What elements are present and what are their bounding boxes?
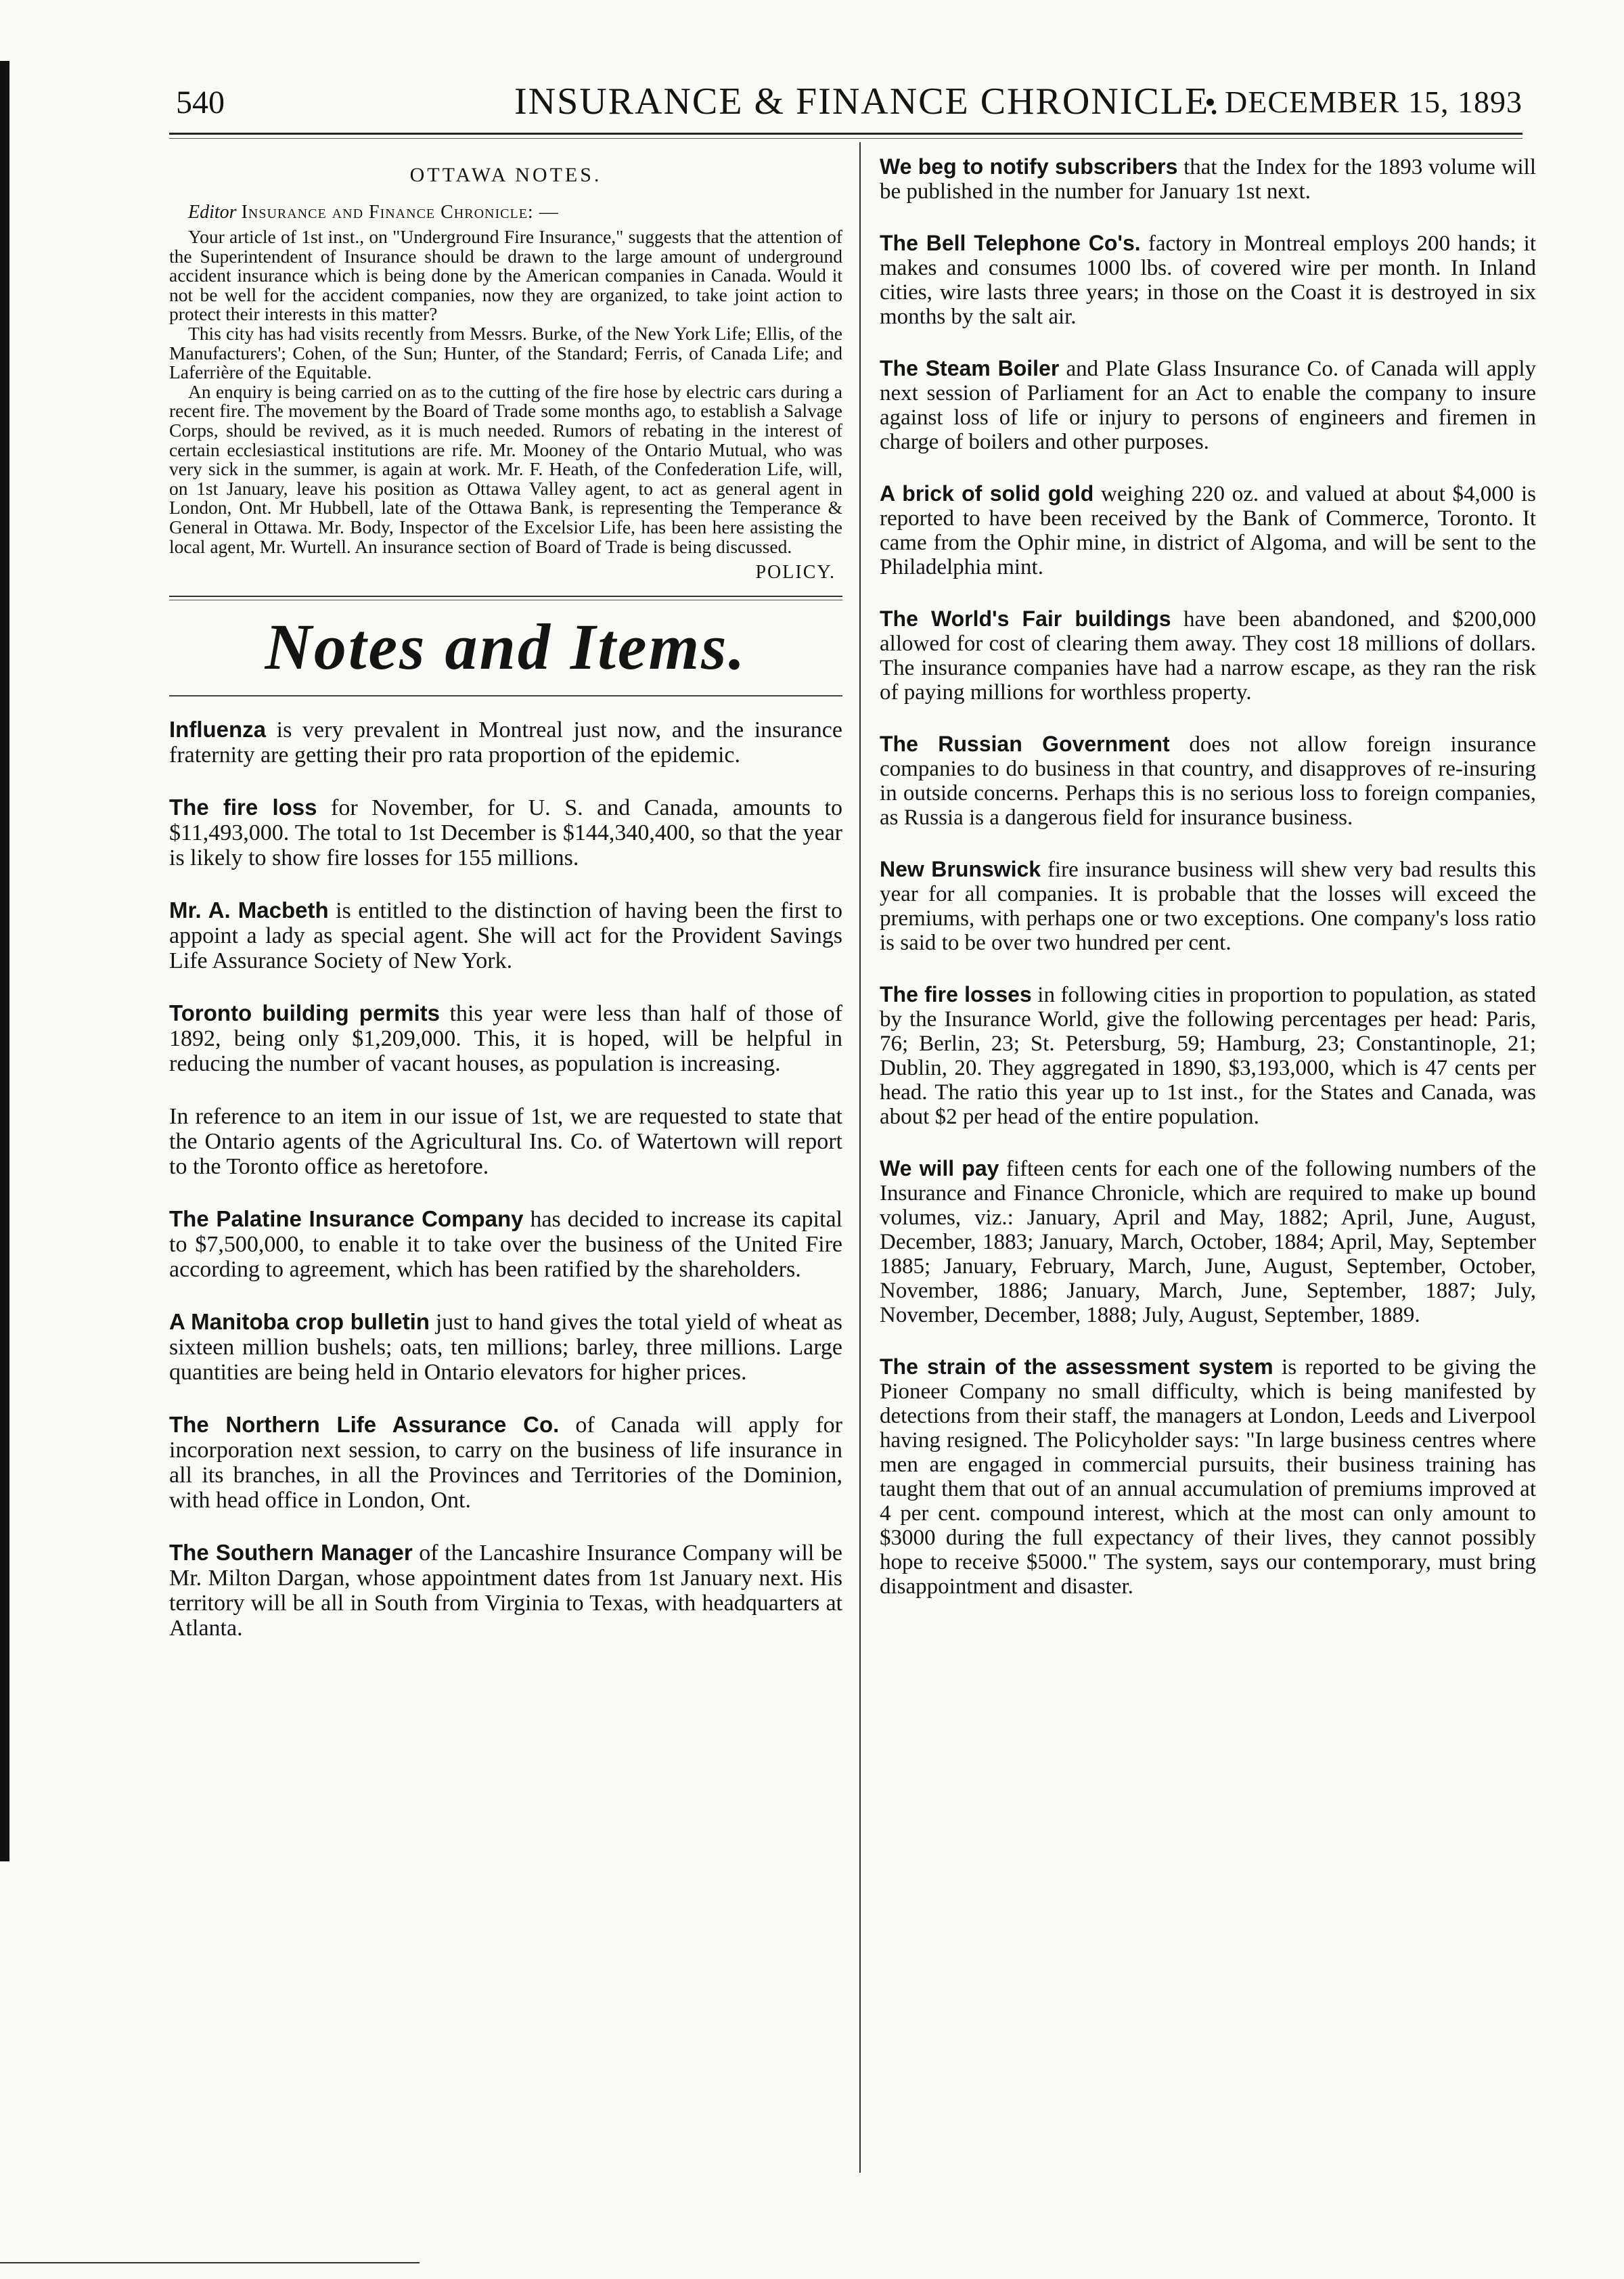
header-rule-thin <box>169 138 1522 139</box>
news-item <box>880 231 1536 329</box>
news-item-text: fire insurance business will shew very bad results this year for all companies. It is probable that the losses will exceed the premiums, with perhaps one or two exceptions. One company's loss ratio is said to be over two hundred per cent. <box>880 858 1537 955</box>
news-item-lead: Toronto building permits <box>169 1000 441 1026</box>
news-item-text: is entitled to the distinction of having been the first to appoint a lady as special agent. She will act for the Provident Savings Life Assurance Society of New York. <box>169 898 842 974</box>
news-item <box>169 1309 842 1385</box>
news-item-lead: A brick of solid gold <box>880 481 1094 506</box>
news-item-lead: The fire loss <box>169 795 317 820</box>
news-item-text: is very prevalent in Montreal just now, and the insurance fraternity are getting their pro rata proportion of the epidemic. <box>169 717 842 768</box>
news-item <box>880 1354 1536 1599</box>
ottawa-paragraph: This city has had visits recently from Messrs. Burke, of the New York Life; Ellis, of the Manufacturers'; Cohen, of the Sun; Hunter, of the Standard; Ferris, of Canada Life; and Laferrière of the Equitable. <box>169 322 842 383</box>
news-item-text: has decided to increase its capital to $7,500,000, to enable it to take over the business of the United Fire according to agreement, which has been ratified by the shareholders. <box>169 1207 842 1283</box>
news-item-lead: We will pay <box>880 1156 999 1180</box>
news-item-lead: Mr. A. Macbeth <box>169 898 329 923</box>
news-item-lead: A Manitoba crop bulletin <box>169 1309 430 1335</box>
news-item-text: weighing 220 oz. and valued at about $4,000 is reported to have been received by the Bank of Commerce, Toronto. It came from the Ophir mine, in district of Algoma, and will be sent to the Philadelphia mint. <box>880 482 1537 579</box>
news-item-text: this year were less than half of those of 1892, being only $1,209,000. This, it is hoped, will be helpful in reducing the number of vacant houses, as population is increasing. <box>169 1001 842 1077</box>
ottawa-notes-title: OTTAWA NOTES. <box>409 164 602 186</box>
news-item <box>169 1540 842 1641</box>
news-item-lead: Influenza <box>169 717 267 743</box>
running-title: INSURANCE & FINANCE CHRONICLE. <box>514 81 1221 123</box>
editor-salutation <box>188 202 842 223</box>
right-column <box>880 154 1536 1626</box>
ottawa-notes-body <box>169 227 842 556</box>
header-rule <box>169 133 1522 135</box>
news-item-lead: The World's Fair buildings <box>880 606 1171 631</box>
left-column <box>169 154 842 1668</box>
news-item <box>169 1103 842 1179</box>
news-item-text: factory in Montreal employs 200 hands; it makes and consumes 1000 lbs. of covered wire per month. In Inland cities, wire lasts three years; in those on the Coast it is destroyed in six months by the salt air. <box>880 231 1536 329</box>
news-item-lead: The Northern Life Assurance Co. <box>169 1412 560 1438</box>
news-item-lead: The Palatine Insurance Company <box>169 1206 524 1232</box>
news-item <box>880 356 1536 454</box>
news-item-text: of the Lancashire Insurance Company will be Mr. Milton Dargan, whose appointment dates from 1st January next. His territory will be all in South from Virginia to Texas, with headquarters at Atlanta. <box>169 1541 842 1641</box>
news-item-lead: We beg to notify subscribers <box>880 154 1178 179</box>
page-header <box>169 80 1522 127</box>
news-item <box>880 154 1536 204</box>
news-item <box>169 1000 842 1076</box>
news-item <box>880 1156 1536 1327</box>
news-item-lead: The Southern Manager <box>169 1540 413 1566</box>
ottawa-paragraph: Your article of 1st inst., on "Underground Fire Insurance," suggests that the attention of the Superintendent of Insurance should be drawn to the large amount of underground accident insurance which is being done by the American companies in Canada. Would it not be well for the accident companies, now they are organized, to take joint action to protect their interests in this matter? <box>169 226 842 325</box>
news-item <box>169 795 842 870</box>
news-item <box>169 898 842 973</box>
news-item-text: just to hand gives the total yield of wheat as sixteen million bushels; oats, ten millions; barley, three millions. Large quantities are being held in Ontario elevators for higher prices. <box>169 1310 842 1386</box>
news-item-lead: The Bell Telephone Co's. <box>880 231 1141 255</box>
news-item <box>880 606 1536 705</box>
editor-prefix: Editor <box>188 202 237 223</box>
issue-date: • DECEMBER 15, 1893 <box>1204 85 1522 119</box>
section-rule <box>169 596 842 597</box>
news-item <box>880 982 1536 1129</box>
title-rule <box>169 695 842 696</box>
news-item-lead: The strain of the assessment system <box>880 1354 1273 1379</box>
news-item-text: in following cities in proportion to population, as stated by the Insurance World, give the following percentages per head: Paris, 76; Berlin, 23; St. Petersburg, 59; Hamburg, 23; Constantinople, 21; Dublin, 20. They aggregated in 1890, $3,193,000, which is 47 cents per head. The ratio this year up to 1st inst., for the States and Canada, was about $2 per head of the entire population. <box>880 983 1537 1129</box>
news-item-lead: The Russian Government <box>880 732 1170 756</box>
left-items <box>169 717 842 1641</box>
ottawa-paragraph: An enquiry is being carried on as to the cutting of the fire hose by electric cars during a recent fire. The movement by the Board of Trade some months ago, to establish a Salvage Corps, should be revived, as it is much needed. Rumors of rebating in the interest of certain ecclesiastical institutions are rife. Mr. Mooney of the Ontario Mutual, who was very sick in the summer, is again at work. Mr. F. Heath, of the Confederation Life, will, on 1st January, leave his position as Ottawa Valley agent, to act as general agent in London, Ont. Mr Hubbell, late of the Ottawa Bank, is representing the Temperance & General in Ottawa. Mr. Body, Inspector of the Excelsior Life, has been here assisting the local agent, Mr. Wurtell. An insurance section of Board of Trade is being discussed. <box>169 380 842 557</box>
news-item <box>880 481 1536 579</box>
news-item-lead: New Brunswick <box>880 857 1041 881</box>
news-item-text: and Plate Glass Insurance Co. of Canada will apply next session of Parliament for an Act to enable the company to insure against loss of life or injury to persons of engineers and firemen in charge of boilers and other purposes. <box>880 357 1537 454</box>
news-item-text: does not allow foreign insurance companies to do business in that country, and disapproves of re-insuring in outside concerns. Perhaps this is no serious loss to foreign companies, as Russia is a dangerous field for insurance business. <box>880 732 1536 830</box>
news-item-text: that the Index for the 1893 volume will be published in the number for January 1st next. <box>880 155 1536 204</box>
news-item <box>880 857 1536 955</box>
section-title: Notes and Items. <box>265 611 747 684</box>
editor-target: Insurance and Finance Chronicle: — <box>241 202 559 223</box>
news-item-lead: The fire losses <box>880 982 1032 1006</box>
right-items <box>880 154 1536 1599</box>
news-item-text: have been abandoned, and $200,000 allowed for cost of clearing them away. They cost 18 millions of dollars. The insurance companies have had a narrow escape, as they ran the risk of paying millions for worthless property. <box>880 607 1536 705</box>
news-item-lead: The Steam Boiler <box>880 356 1060 380</box>
column-divider <box>859 142 861 2173</box>
binding-edge <box>0 61 9 1861</box>
news-item <box>169 1412 842 1513</box>
page-number: 540 <box>176 85 225 120</box>
news-item <box>880 732 1536 830</box>
news-item <box>169 1206 842 1282</box>
news-item-text: fifteen cents for each one of the following numbers of the Insurance and Finance Chronicle, which are required to make up bound volumes, viz.: January, April and May, 1882; April, June, August, December, 1883; January, March, October, 1884; April, May, September 1885; January, February, March, June, August, September, October, November, 1886; January, March, June, September, 1887; July, November, December, 1888; July, August, September, 1889. <box>880 1157 1536 1327</box>
news-item-text: for November, for U. S. and Canada, amounts to $11,493,000. The total to 1st December is $144,340,400, so that the year is likely to show fire losses for 155 millions. <box>169 795 842 871</box>
news-item-text: In reference to an item in our issue of 1st, we are requested to state that the Ontario agents of the Agricultural Ins. Co. of Watertown will report to the Toronto office as heretofore. <box>169 1104 842 1180</box>
signature: POLICY. <box>755 562 836 583</box>
news-item-text: is reported to be giving the Pioneer Company no small difficulty, which is being manifested by detections from their staff, the managers at London, Leeds and Liverpool having resigned. The Policyholder says: "In large business centres where men are engaged in commercial pursuits, their business training has taught them that out of an annual accumulation of premiums improved at 4 per cent. compound interest, which at the most can only amount to $3000 during the full expectancy of their lives, they cannot possibly hope to receive $5000." The system, says our contemporary, must bring disappointment and disaster. <box>880 1355 1537 1599</box>
news-item-text: of Canada will apply for incorporation next session, to carry on the business of life insurance in all its branches, in all the Provinces and Territories of the Dominion, with head office in London, Ont. <box>169 1413 842 1513</box>
footer-rule <box>0 2262 420 2263</box>
news-item <box>169 717 842 768</box>
